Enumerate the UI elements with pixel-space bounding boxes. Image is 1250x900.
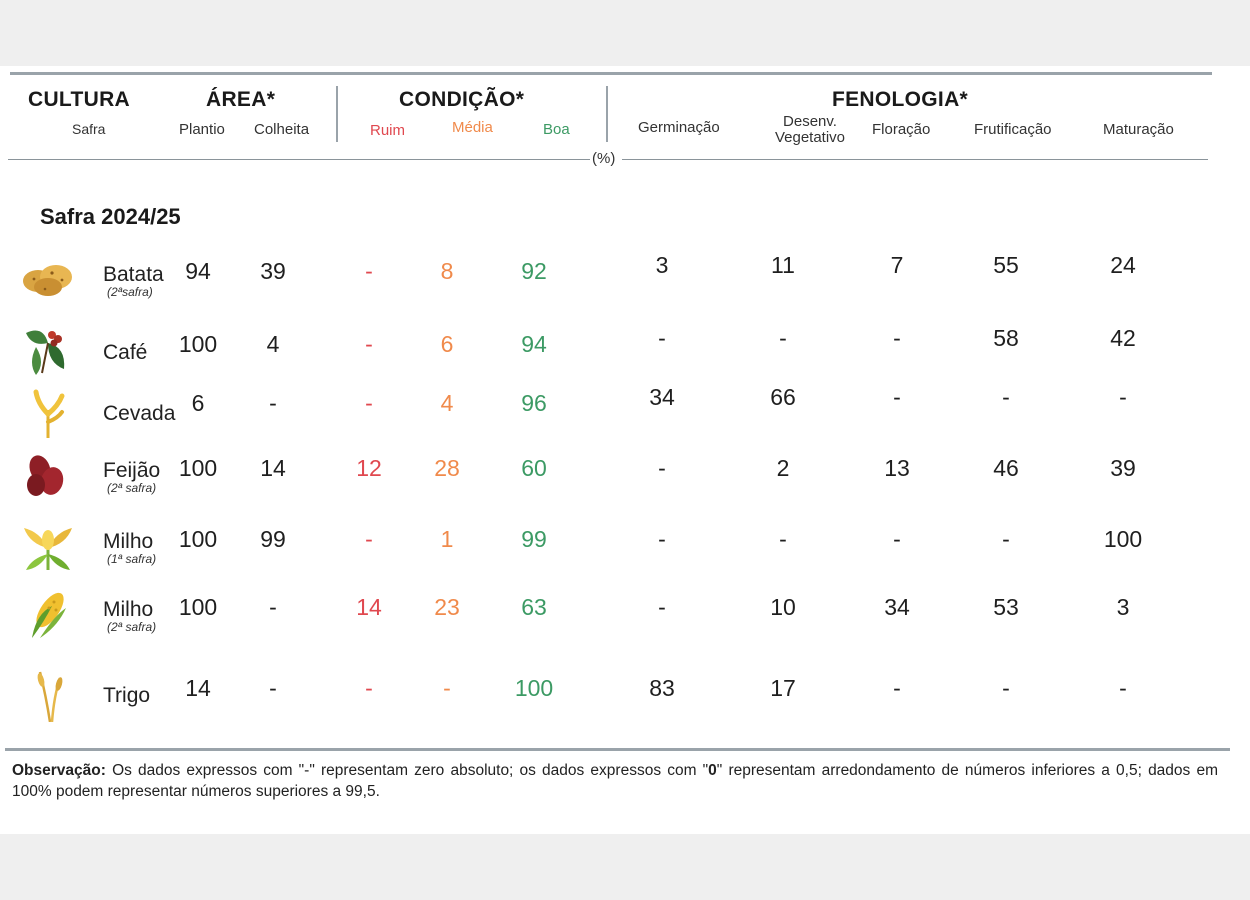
header-germinacao: Germinação [638,119,720,136]
cell-floracao: - [893,526,901,552]
cell-desenv: 10 [770,594,796,620]
cell-frutificacao: - [1002,526,1010,552]
cell-floracao: - [893,675,901,701]
cell-germinacao: 3 [655,252,669,278]
cell-colheita: - [269,594,277,620]
cell-germinacao: 83 [649,675,675,701]
cell-floracao: 34 [884,594,910,620]
header-colheita: Colheita [254,121,310,138]
crop-season: (2ª safra) [107,481,157,495]
cell-maturacao: 3 [1116,594,1130,620]
cell-maturacao: - [1119,384,1127,410]
top-rule [10,72,1212,75]
barley-icon [18,384,78,440]
cell-boa: 60 [521,455,547,481]
crop-label: Milho [103,530,154,553]
potato-icon [18,251,78,307]
corn-plant-icon [18,518,78,574]
cell-floracao: 7 [890,252,904,278]
header-boa: Boa [543,121,570,138]
header-cultura: CULTURA [28,88,131,111]
header-desenv-line2: Vegetativo [774,129,846,146]
header-area: ÁREA* [206,88,276,111]
cell-desenv: - [779,526,787,552]
header-desenv-vegetativo [760,114,860,146]
cell-germinacao: - [658,325,666,351]
cell-colheita: 99 [260,526,286,552]
cell-ruim: - [365,390,373,416]
cell-floracao: 13 [884,455,910,481]
cell-plantio: 100 [178,526,218,552]
header-maturacao: Maturação [1103,121,1174,138]
crop-season: (2ª safra) [107,620,157,634]
cell-desenv: 66 [770,384,796,410]
corn-cob-icon [18,586,78,642]
cell-frutificacao: - [1002,675,1010,701]
header-condicao: CONDIÇÃO* [399,88,525,111]
section-title: Safra 2024/25 [40,204,181,229]
cell-colheita: 4 [266,331,280,357]
cell-germinacao: - [658,594,666,620]
cell-boa: 94 [521,331,547,357]
cell-desenv: 2 [776,455,790,481]
header-floracao: Floração [872,121,931,138]
cell-plantio: 14 [185,675,211,701]
cell-plantio: 6 [191,390,205,416]
cell-germinacao: - [658,455,666,481]
cell-colheita: - [269,390,277,416]
crop-name [103,598,156,634]
header-media: Média [452,119,493,136]
crop-label: Milho [103,598,154,621]
crop-name [103,530,156,566]
cell-boa: 63 [521,594,547,620]
crop-label: Feijão [103,459,161,482]
header-ruim: Ruim [370,122,406,139]
unit-percent: (%) [592,150,616,167]
observation-note [12,760,1218,802]
cell-ruim: - [365,526,373,552]
cell-maturacao: 100 [1103,526,1143,552]
note-text-1: Os dados expressos com "-" representam zero absoluto; os dados expressos com " [105,762,709,779]
cell-plantio: 100 [178,455,218,481]
cell-germinacao: 34 [649,384,675,410]
cell-floracao: - [893,384,901,410]
crop-condition-table [0,66,1250,834]
crop-name [103,263,164,299]
crop-label: Café [103,341,148,364]
cell-media: 4 [440,390,454,416]
cell-colheita: 14 [260,455,286,481]
cell-boa: 96 [521,390,547,416]
note-zero: 0 [708,762,717,779]
cell-ruim: 14 [356,594,382,620]
cell-maturacao: 42 [1110,325,1136,351]
cell-desenv: 11 [771,252,795,278]
cell-colheita: - [269,675,277,701]
cell-frutificacao: 55 [993,252,1019,278]
header-plantio: Plantio [179,121,225,138]
cell-floracao: - [893,325,901,351]
cell-boa: 92 [521,258,547,284]
wheat-icon [18,666,78,722]
cell-frutificacao: 46 [993,455,1019,481]
cell-plantio: 100 [178,331,218,357]
cell-plantio: 94 [185,258,211,284]
header-frutificacao: Frutificação [974,121,1052,138]
cell-ruim: 12 [356,455,382,481]
crop-season: (2ªsafra) [107,285,153,299]
cell-media: 8 [440,258,454,284]
cell-media: 28 [434,455,460,481]
cell-media: 6 [440,331,454,357]
separator-condicao-fenologia [606,86,608,142]
cell-ruim: - [365,331,373,357]
header-rule-left [8,159,590,160]
header-safra: Safra [72,121,106,137]
cell-frutificacao: 58 [993,325,1019,351]
cell-ruim: - [365,675,373,701]
header-rule-right [622,159,1208,160]
cell-media: 23 [434,594,460,620]
cell-frutificacao: - [1002,384,1010,410]
coffee-icon [18,323,78,379]
cell-maturacao: 24 [1110,252,1136,278]
cell-desenv: - [779,325,787,351]
bean-icon [18,447,78,503]
separator-area-condicao [336,86,338,142]
bottom-rule [5,748,1230,751]
header-desenv-line1: Desenv. [783,113,837,130]
cell-maturacao: 39 [1110,455,1136,481]
cell-germinacao: - [658,526,666,552]
header-fenologia: FENOLOGIA* [832,88,969,111]
crop-name [103,684,150,708]
crop-label: Cevada [103,402,176,425]
crop-season: (1ª safra) [107,552,157,566]
note-label: Observação: [12,762,106,779]
crop-label: Batata [103,263,164,286]
crop-name [103,459,160,495]
cell-plantio: 100 [178,594,218,620]
cell-frutificacao: 53 [993,594,1019,620]
cell-media: - [443,675,451,701]
cell-boa: 99 [521,526,547,552]
cell-media: 1 [440,526,454,552]
cell-ruim: - [365,258,373,284]
crop-label: Trigo [103,684,151,707]
cell-desenv: 17 [770,675,796,701]
crop-name [103,341,147,365]
note-text-2: " representam arredondamento de números inferiores a 0,5; dados em 100% podem representar números superiores a 99,5. [12,762,1218,800]
cell-colheita: 39 [260,258,286,284]
cell-maturacao: - [1119,675,1127,701]
cell-boa: 100 [514,675,554,701]
